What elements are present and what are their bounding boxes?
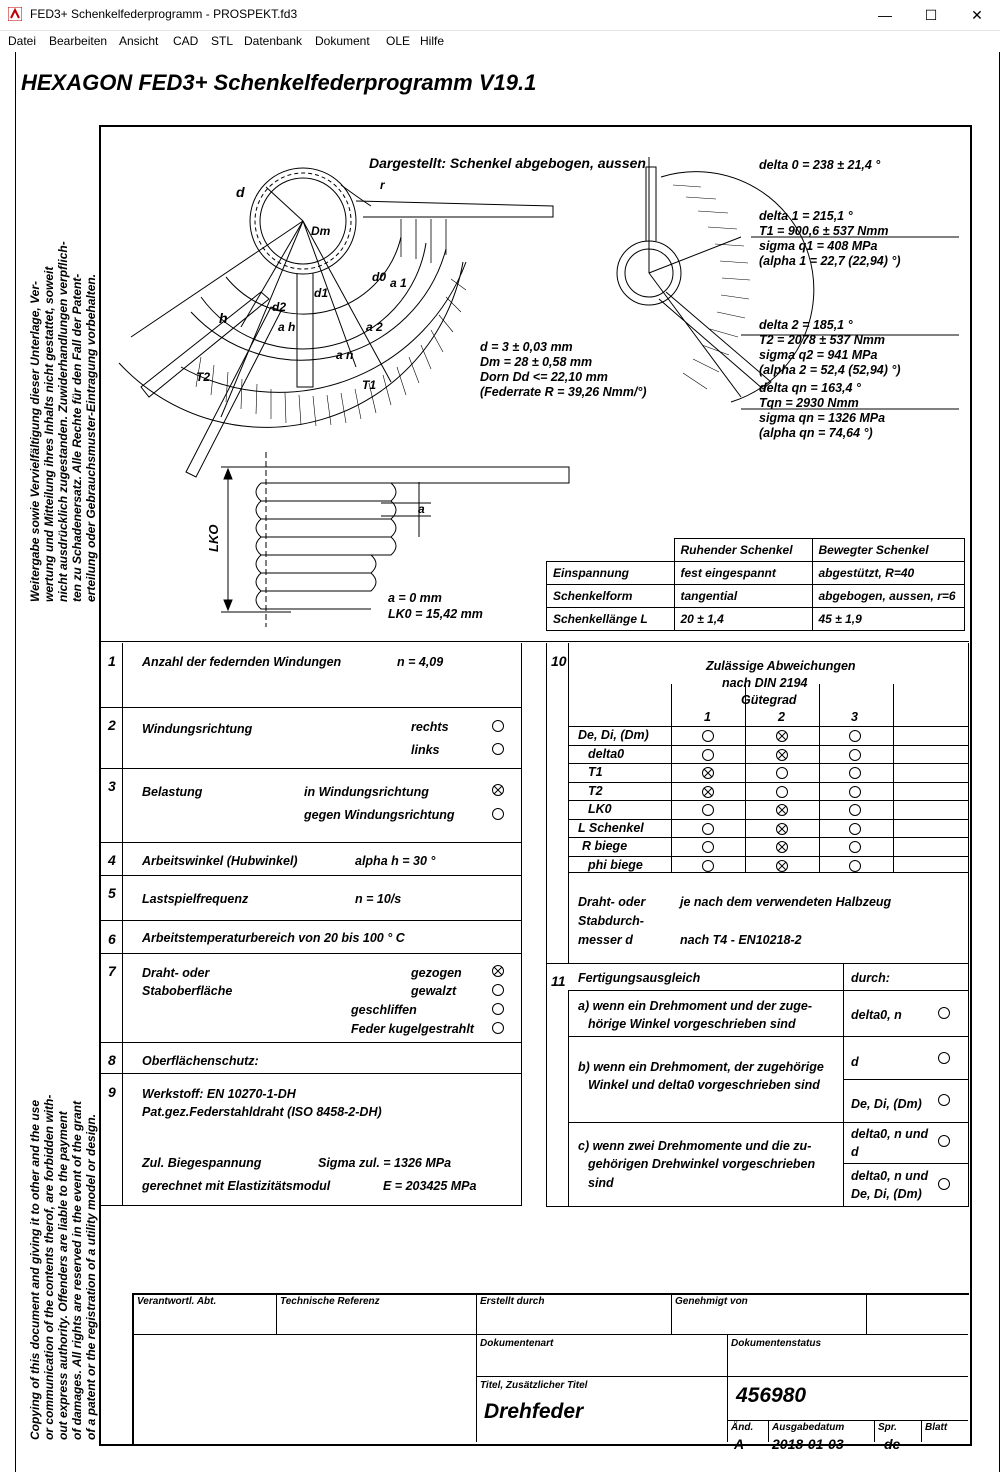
section-7-opt4: Feder kugelgestrahlt: [351, 1022, 474, 1036]
tb-vline-1: [276, 1294, 277, 1334]
section-7-label1: Draht- oder: [142, 966, 210, 980]
divider-5: [100, 920, 522, 921]
tb-genehmigt: Genehmigt von: [675, 1296, 748, 1307]
tolerance-row-label: L Schenkel: [578, 820, 644, 835]
radio-b-d[interactable]: [938, 1052, 950, 1064]
tolerance-radio-grade-1[interactable]: [702, 823, 714, 835]
tb-dokart: Dokumentenart: [480, 1338, 554, 1349]
section-11-numcol: [568, 990, 569, 1206]
tolerance-radio-grade-2[interactable]: [776, 730, 788, 742]
section-2-opt1: rechts: [411, 720, 449, 734]
section-10-numcol: [568, 643, 569, 963]
menu-cad[interactable]: CAD: [173, 34, 199, 48]
s11-line-5: [843, 1163, 968, 1164]
menu-datei[interactable]: Datei: [8, 34, 37, 48]
s11-durch: durch:: [851, 971, 890, 985]
tb-techref: Technische Referenz: [280, 1296, 380, 1307]
section-5-label: Lastspielfrequenz: [142, 892, 249, 906]
label-d2: d2: [272, 300, 287, 314]
section-10-num: 10: [551, 653, 567, 669]
divider-3: [100, 842, 522, 843]
tolerance-radio-grade-1[interactable]: [702, 730, 714, 742]
label-d0: d0: [372, 270, 387, 284]
section-11-optcol: [843, 963, 844, 1206]
tolerance-radio-grade-3[interactable]: [849, 730, 861, 742]
wire-value-1: je nach dem verwendeten Halbzeug: [680, 895, 892, 909]
grade-col-line-1: [671, 684, 672, 872]
section-8-num: 8: [108, 1052, 116, 1068]
document-sheet: [15, 52, 1000, 1472]
tolerance-row-line: [569, 837, 968, 838]
tb-spr-label: Spr.: [878, 1422, 897, 1433]
section-9-l4a: gerechnet mit Elastizitätsmodul: [142, 1179, 331, 1193]
tolerance-row-line: [569, 819, 968, 820]
sections-left-numcol: [122, 643, 123, 1205]
tolerance-row-label: T2: [588, 783, 603, 798]
drawing-params: d = 3 ± 0,03 mm Dm = 28 ± 0,58 mm Dorn Dd <= 22,10 mm (Federrate R = 39,26 Nmm/°): [480, 340, 647, 399]
tolerance-radio-grade-2[interactable]: [776, 860, 788, 872]
label-dm: Dm: [311, 224, 331, 238]
frame-divider: [100, 641, 969, 642]
tolerance-row-label: De, Di, (Dm): [578, 728, 649, 742]
section-9-num: 9: [108, 1084, 116, 1100]
s11-a-1: a) wenn ein Drehmoment und der zuge-: [578, 999, 813, 1013]
section-8-label: Oberflächenschutz:: [142, 1054, 259, 1068]
tolerance-radio-grade-1[interactable]: [702, 767, 714, 779]
section-7-opt2: gewalzt: [411, 984, 457, 998]
tolerance-radio-grade-1[interactable]: [702, 860, 714, 872]
section-3-opt2: gegen Windungsrichtung: [304, 808, 455, 822]
tb-vline-2: [476, 1294, 477, 1442]
section-4-num: 4: [108, 852, 116, 868]
divider-8: [100, 1073, 522, 1074]
section-1-label: Anzahl der federnden Windungen: [142, 655, 342, 669]
tolerance-row-line: [569, 800, 968, 801]
s11-line-2: [568, 1036, 968, 1037]
menu-dokument[interactable]: Dokument: [315, 34, 370, 48]
section-2-opt2: links: [411, 743, 440, 757]
radio-kugelgestrahlt[interactable]: [492, 1022, 504, 1034]
radio-geschliffen[interactable]: [492, 1003, 504, 1015]
tb-vline-5: [727, 1334, 728, 1442]
tolerance-row-line: [569, 782, 968, 783]
label-r: r: [380, 178, 385, 192]
tolerance-radio-grade-2[interactable]: [776, 786, 788, 798]
tb-titel-label: Titel, Zusätzlicher Titel: [480, 1380, 588, 1391]
divider-4: [100, 875, 522, 876]
section-9-l2: Pat.gez.Federstahldraht (ISO 8458-2-DH): [142, 1105, 382, 1119]
grade-col-1: 1: [704, 710, 711, 724]
tolerance-radio-grade-1[interactable]: [702, 841, 714, 853]
section-11-num: 11: [551, 973, 566, 989]
side-notice-de: Weitergabe sowie Vervielfältigung dieser Unterlage, Ver- wertung und Mitteilung ihres Inhalts nicht gestattet, soweit nicht ausdrücklich zugestanden. Zuwiderhandlungen verpflich- ten zu Schadenersatz. Alle Rechte für den Fall der Patent- erteilung oder Gebrauchsmuster-Eintragung vorbehalten.: [28, 241, 98, 602]
position1-values: delta 1 = 215,1 ° T1 = 900,6 ± 537 Nmm sigma q1 = 408 MPa (alpha 1 = 22,7 (22,94) °): [759, 209, 901, 268]
section-7-label2: Staboberfläche: [142, 984, 233, 998]
tolerance-radio-grade-3[interactable]: [849, 823, 861, 835]
drawing-caption: Dargestellt: Schenkel abgebogen, aussen: [369, 155, 646, 171]
label-a2: a 2: [366, 320, 383, 334]
tolerance-title-2: nach DIN 2194: [722, 676, 808, 690]
tb-vline-8: [921, 1420, 922, 1442]
divider-2: [100, 768, 522, 769]
radio-in-windungsrichtung[interactable]: [492, 784, 504, 796]
label-t2: T2: [196, 370, 211, 384]
s11-line-3: [843, 1079, 968, 1080]
tb-line-1: [133, 1334, 968, 1335]
menu-stl[interactable]: STL: [211, 34, 234, 48]
section-5-value: n = 10/s: [355, 892, 402, 906]
tb-vline-4: [866, 1294, 867, 1334]
s11-a-opt: delta0, n: [851, 1008, 902, 1022]
tolerance-row-label: LK0: [588, 802, 612, 816]
tolerance-radio-grade-2[interactable]: [776, 749, 788, 761]
section-3-opt1: in Windungsrichtung: [304, 785, 429, 799]
radio-rechts[interactable]: [492, 720, 504, 732]
minimize-button[interactable]: —: [878, 7, 892, 23]
label-an: a n: [336, 348, 354, 362]
menu-ansicht[interactable]: Ansicht: [119, 34, 159, 48]
grade-col-2: 2: [778, 710, 785, 724]
s11-line-4: [568, 1122, 968, 1123]
tolerance-row-line: [569, 726, 968, 727]
grade-col-line-2: [745, 684, 746, 872]
menu-hilfe[interactable]: Hilfe: [420, 34, 445, 48]
radio-c-delta0-n-d[interactable]: [938, 1135, 950, 1147]
maximize-button[interactable]: ☐: [924, 7, 938, 23]
position2-values: delta 2 = 185,1 ° T2 = 2078 ± 537 Nmm sigma q2 = 941 MPa (alpha 2 = 52,4 (52,94) °): [759, 318, 901, 377]
tolerance-row-line: [569, 856, 968, 857]
delta0-value: delta 0 = 238 ± 21,4 °: [759, 158, 881, 172]
tb-spr: de: [884, 1436, 901, 1452]
tb-erstellt: Erstellt durch: [480, 1296, 545, 1307]
tolerance-radio-grade-2[interactable]: [776, 841, 788, 853]
divider-1: [100, 707, 522, 708]
label-a: a: [418, 502, 425, 516]
side-notice-en: Copying of this document and giving it to other and the use or communication of the contents therof, are forbidden with- out express authority. Offenders are liable to the payment of damages. All rights are reserved in the event of the grant of a patent or the registration of a utility model or design.: [28, 1094, 98, 1440]
s11-c-opt2a: delta0, n und: [851, 1169, 929, 1183]
tolerance-radio-grade-2[interactable]: [776, 804, 788, 816]
tolerance-radio-grade-3[interactable]: [849, 749, 861, 761]
s11-c-3: sind: [588, 1176, 614, 1190]
label-ah: a h: [278, 320, 296, 334]
close-button[interactable]: ✕: [971, 7, 983, 23]
section-3-label: Belastung: [142, 785, 203, 799]
grade-col-line-4: [893, 684, 894, 872]
tolerance-radio-grade-1[interactable]: [702, 804, 714, 816]
grade-col-line-3: [819, 684, 820, 872]
tb-titel: Drehfeder: [484, 1400, 584, 1423]
tolerance-radio-grade-3[interactable]: [849, 767, 861, 779]
label-h: h: [219, 310, 228, 326]
tb-ausgabe-label: Ausgabedatum: [772, 1422, 845, 1433]
radio-c-delta0-n-de[interactable]: [938, 1178, 950, 1190]
positionn-values: delta qn = 163,4 ° Tqn = 2930 Nmm sigma qn = 1326 MPa (alpha qn = 74,64 °): [759, 381, 886, 440]
section-2-num: 2: [108, 717, 116, 733]
leg-table: Ruhender Schenkel Bewegter Schenkel Einspannung fest eingespannt abgestützt, R=40 Schenkelform tangential abgebogen, aussen, r=6 Schenkellänge L 20 ± 1,4 45 ± 1,9: [546, 538, 965, 631]
label-t1: T1: [362, 378, 377, 392]
tolerance-bottom-line: [569, 872, 968, 873]
tb-line-3: [727, 1420, 968, 1421]
s11-b-2: Winkel und delta0 vorgeschrieben sind: [588, 1078, 820, 1092]
wire-value-2: nach T4 - EN10218-2: [680, 933, 802, 947]
section-2-label: Windungsrichtung: [142, 722, 253, 736]
s11-c-opt2b: De, Di, (Dm): [851, 1187, 922, 1201]
tolerance-radio-grade-3[interactable]: [849, 841, 861, 853]
label-a1: a 1: [390, 276, 407, 290]
document-header: HEXAGON FED3+ Schenkelfederprogramm V19.1: [21, 70, 537, 95]
tolerance-radio-grade-3[interactable]: [849, 786, 861, 798]
s11-title: Fertigungsausgleich: [578, 971, 701, 985]
s11-c-opt1a: delta0, n und: [851, 1127, 929, 1141]
section-1-num: 1: [108, 653, 116, 669]
tolerance-title-1: Zulässige Abweichungen: [706, 659, 856, 673]
menu-datenbank[interactable]: Datenbank: [244, 34, 303, 48]
tolerance-radio-grade-2[interactable]: [776, 767, 788, 779]
divider-7: [100, 1042, 522, 1043]
tolerance-radio-grade-3[interactable]: [849, 804, 861, 816]
section-4-label: Arbeitswinkel (Hubwinkel): [142, 854, 298, 868]
tolerance-radio-grade-1[interactable]: [702, 786, 714, 798]
tolerance-row-line: [569, 763, 968, 764]
tb-vline-3: [671, 1294, 672, 1334]
tb-ausgabe: 2018-01-03: [772, 1436, 844, 1452]
tb-aend-label: Änd.: [731, 1422, 754, 1433]
wire-label-1: Draht- oder: [578, 895, 646, 909]
section-3-num: 3: [108, 778, 116, 794]
radio-b-de-di[interactable]: [938, 1094, 950, 1106]
s11-b-opt1: d: [851, 1055, 859, 1069]
tb-vline-6: [768, 1420, 769, 1442]
s11-c-2: gehörigen Drehwinkel vorgeschrieben: [588, 1157, 816, 1171]
wire-label-3: messer d: [578, 933, 633, 947]
s11-b-opt2: De, Di, (Dm): [851, 1097, 922, 1111]
tolerance-title-3: Gütegrad: [741, 693, 797, 707]
tolerance-row-label: delta0: [588, 746, 625, 761]
section-6-label: Arbeitstemperaturbereich von 20 bis 100 ° C: [142, 931, 405, 945]
window-titlebar: [0, 0, 1000, 31]
grade-col-3: 3: [851, 710, 858, 724]
s11-c-opt1b: d: [851, 1145, 859, 1159]
section-9-l3a: Zul. Biegespannung: [142, 1156, 262, 1170]
section-4-value: alpha h = 30 °: [355, 854, 436, 868]
tolerance-radio-grade-2[interactable]: [776, 823, 788, 835]
s11-a-2: hörige Winkel vorgeschrieben sind: [588, 1017, 796, 1031]
section-9-l1: Werkstoff: EN 10270-1-DH: [142, 1087, 296, 1101]
menu-bearbeiten[interactable]: Bearbeiten: [49, 34, 108, 48]
section-6-num: 6: [108, 931, 116, 947]
radio-gewalzt[interactable]: [492, 984, 504, 996]
tolerance-row-label: phi biege: [588, 857, 643, 872]
tolerance-radio-grade-3[interactable]: [849, 860, 861, 872]
s11-line-1: [568, 990, 968, 991]
tolerance-radio-grade-1[interactable]: [702, 749, 714, 761]
section-5-num: 5: [108, 885, 116, 901]
s11-b-1: b) wenn ein Drehmoment, der zugehörige: [578, 1060, 824, 1074]
tb-line-2: [476, 1376, 968, 1377]
s11-c-1: c) wenn zwei Drehmomente und die zu-: [578, 1139, 812, 1153]
tb-nummer: 456980: [736, 1384, 807, 1407]
section-7-opt1: gezogen: [411, 966, 462, 980]
section-1-value: n = 4,09: [397, 655, 444, 669]
radio-gegen-windungsrichtung[interactable]: [492, 808, 504, 820]
tb-aend: A: [734, 1436, 745, 1452]
spring-leg-top: [356, 201, 553, 217]
tb-vline-7: [874, 1420, 875, 1442]
side-view-values: a = 0 mm LK0 = 15,42 mm: [388, 591, 483, 621]
section-7-opt3: geschliffen: [351, 1003, 417, 1017]
section-9-l4b: E = 203425 MPa: [383, 1179, 477, 1193]
tb-dokstatus: Dokumentenstatus: [731, 1338, 822, 1349]
label-lko: LKO: [206, 524, 221, 552]
radio-gezogen[interactable]: [492, 965, 504, 977]
section-7-num: 7: [108, 963, 116, 979]
window-title: FED3+ Schenkelfederprogramm - PROSPEKT.fd3: [30, 7, 298, 21]
app-icon: [8, 7, 22, 21]
menu-bar: [0, 31, 1000, 51]
section-9-l3b: Sigma zul. = 1326 MPa: [318, 1156, 452, 1170]
label-d: d: [236, 184, 245, 200]
menu-ole[interactable]: OLE: [386, 34, 411, 48]
tolerance-row-line: [569, 745, 968, 746]
tb-blatt-label: Blatt: [925, 1422, 948, 1433]
tolerance-row-label: R biege: [582, 839, 628, 853]
radio-links[interactable]: [492, 743, 504, 755]
wire-label-2: Stabdurch-: [578, 914, 644, 928]
label-d1: d1: [314, 286, 329, 300]
divider-6: [100, 953, 522, 954]
radio-a-delta0-n[interactable]: [938, 1007, 950, 1019]
tolerance-row-label: T1: [588, 765, 603, 779]
tb-verantw: Verantwortl. Abt.: [137, 1296, 217, 1307]
